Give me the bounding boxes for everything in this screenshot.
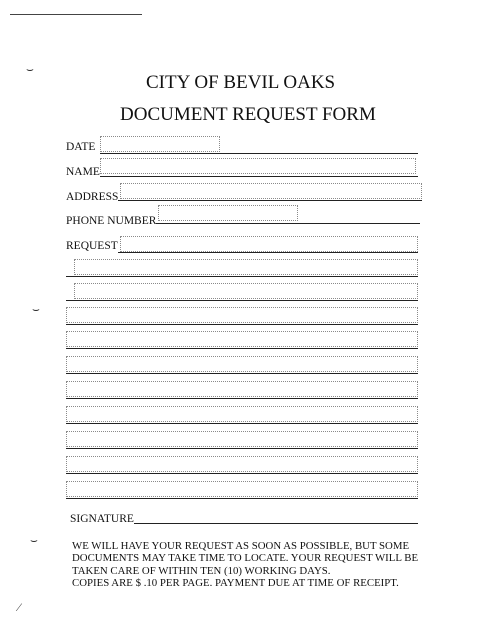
request-rule-3 bbox=[66, 324, 418, 325]
request-rule-4 bbox=[66, 348, 418, 349]
request-rule-7 bbox=[66, 423, 418, 424]
request-line-4[interactable] bbox=[66, 331, 418, 347]
top-scan-line bbox=[10, 14, 142, 15]
request-underline bbox=[118, 252, 418, 253]
margin-mark-2: ⌣ bbox=[32, 302, 40, 316]
margin-mark-3: ⌣ bbox=[30, 533, 38, 547]
notice-line-4: COPIES ARE $ .10 PER PAGE. PAYMENT DUE AT TIME OF RECEIPT. bbox=[72, 576, 399, 589]
form-title: DOCUMENT REQUEST FORM bbox=[120, 104, 376, 125]
notice-text bbox=[72, 540, 432, 589]
address-field[interactable] bbox=[120, 183, 422, 199]
address-underline bbox=[118, 200, 422, 201]
name-field[interactable] bbox=[100, 158, 416, 174]
request-rule-10 bbox=[66, 498, 418, 499]
notice-line-1: WE WILL HAVE YOUR REQUEST AS SOON AS POSSIBLE, BUT SOME bbox=[72, 540, 410, 552]
date-label: DATE bbox=[66, 141, 96, 153]
date-underline bbox=[100, 153, 418, 154]
request-line-7[interactable] bbox=[66, 406, 418, 422]
city-title: CITY OF BEVIL OAKS bbox=[146, 72, 336, 93]
request-rule-6 bbox=[66, 398, 418, 399]
address-label: ADDRESS bbox=[66, 191, 119, 203]
margin-mark-4: ⁄ bbox=[18, 600, 21, 614]
notice-line-3: TAKEN CARE OF WITHIN TEN (10) WORKING DAYS. bbox=[72, 564, 331, 577]
phone-label: PHONE NUMBER bbox=[66, 215, 157, 227]
request-line-5[interactable] bbox=[66, 356, 418, 372]
request-line-10[interactable] bbox=[66, 481, 418, 497]
request-rule-8 bbox=[66, 448, 418, 449]
signature-underline bbox=[134, 523, 418, 524]
request-line-3[interactable] bbox=[66, 307, 418, 323]
notice-line-2: DOCUMENTS MAY TAKE TIME TO LOCATE. YOUR REQUEST WILL BE bbox=[72, 552, 419, 565]
request-label: REQUEST bbox=[66, 240, 118, 252]
margin-mark-1: ⌣ bbox=[26, 62, 34, 76]
request-rule-2 bbox=[66, 300, 418, 301]
date-field[interactable] bbox=[100, 136, 220, 152]
phone-underline bbox=[156, 223, 420, 224]
signature-field[interactable] bbox=[134, 507, 416, 523]
name-underline bbox=[100, 176, 418, 177]
request-line-6[interactable] bbox=[66, 381, 418, 397]
request-field[interactable] bbox=[120, 236, 418, 252]
request-rule-5 bbox=[66, 373, 418, 374]
request-line-9[interactable] bbox=[66, 456, 418, 472]
signature-label: SIGNATURE bbox=[70, 513, 134, 525]
request-line-2[interactable] bbox=[74, 283, 418, 299]
request-line-1[interactable] bbox=[74, 259, 418, 275]
name-label: NAME bbox=[66, 166, 100, 178]
phone-field[interactable] bbox=[158, 205, 298, 221]
request-rule-1 bbox=[66, 276, 418, 277]
request-line-8[interactable] bbox=[66, 431, 418, 447]
request-rule-9 bbox=[66, 473, 418, 474]
